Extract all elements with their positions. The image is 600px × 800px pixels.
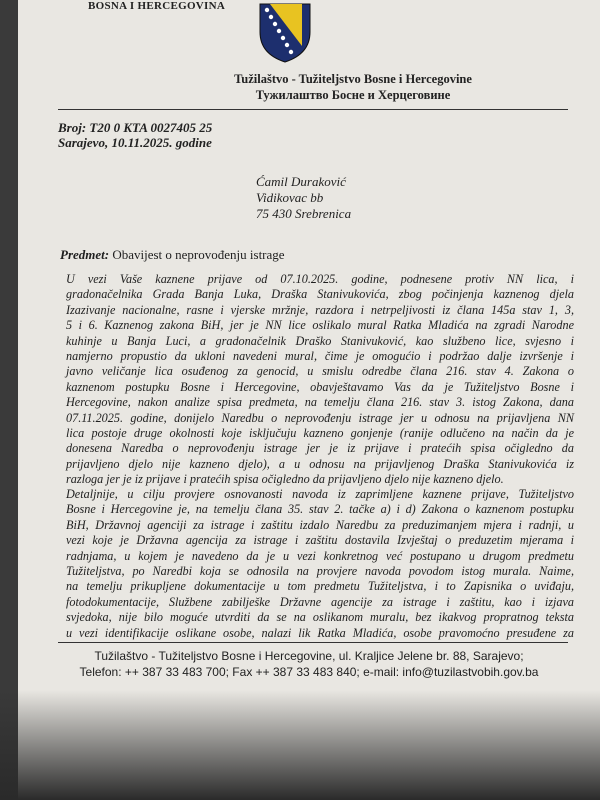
text-line: kaznenom postupku Bosne i Hercegovine, obavještavamo Vas da je Tužiteljstvo Bosne i (66, 379, 574, 394)
text-line: Tužiteljstva, po Naredbi koja se odnosila na provjere navoda povodom istog murala. Naime, (66, 564, 574, 579)
office-name-cyrillic: Тужилаштво Босне и Херцеговине (255, 88, 451, 102)
place-date: Sarajevo, 10.11.2025. godine (58, 135, 212, 150)
text-line: donesena Naredba o neprovođenju istrage jer je iz prijave i pratećih spisa očigledno da (66, 441, 574, 456)
text-line: javno veličanje lica osuđenog za genocid, u smislu odredbe člana 216. stav 4. Zakona o (66, 364, 574, 379)
text-line: Detaljnije, u cilju provjere osnovanosti navoda iz zaprimljene kaznene prijave, Tužiteljstvo (66, 487, 574, 501)
text-line: u vezi identifikacije oslikane osobe, nalazi lik Ratka Mladića, osobe pravomoćno presuđene za (66, 625, 574, 640)
text-line: Bosne i Hercegovine je, na temelju člana 35. stav 2. tačke a) i d) Zakona o kaznenom postupku (66, 502, 574, 517)
recipient-street: Vidikovac bb (256, 190, 324, 205)
header-divider (58, 109, 568, 110)
text-line: fotodokumentacije, Službene zabilješke Državne agencije za istrage i zaštitu, kao i izjava (66, 594, 574, 609)
recipient-city: 75 430 Srebrenica (256, 206, 352, 221)
footer-contact: Telefon: ++ 387 33 483 700; Fax ++ 387 33 483 840; e-mail: info@tuzilastvobih.gov.ba (79, 665, 539, 679)
text-line: Hercegovine, nakon analize spisa predmeta, na temelju člana 216. stav 3. istog Zakona, dana (66, 395, 574, 410)
background-shadow (0, 690, 600, 800)
text-line: radnjama, u kojem je navedeno da je u vezi konkretnog već postupano u drugom predmetu (66, 548, 574, 563)
text-line: razloga jer je iz prijave i pratećih spisa očigledno da prijavljeno djelo nije kazneno djelo. (66, 472, 504, 487)
text-line: svjedoka, nije bilo moguće utvrditi da se na oslikanom muralu, bez ikakvog propratnog teksta (66, 610, 574, 625)
text-line: prijavljeno djelo nije kazneno djelo), a u odnosu na prijavljenog Draška Stanivukovića iz (66, 456, 574, 471)
reference-number: Broj: T20 0 KTA 0027405 25 (58, 120, 213, 135)
subject-text: Obavijest o neprovođenju istrage (112, 247, 285, 262)
footer-address: Tužilaštvo - Tužiteljstvo Bosne i Hercegovine, ul. Kraljice Jelene br. 88, Sarajevo; (94, 649, 524, 663)
text-line: 07.11.2025. godine, donijelo Naredbu o neprovođenju istrage jer u odnosu na prijavljena NN (66, 410, 574, 425)
text-line: namjerno propustio da ukloni navedeni mural, čime je omogućio i podržao dalje izvršenje i (66, 349, 574, 364)
subject-label: Predmet: (60, 247, 110, 262)
text-line: BiH, Državnoj agenciji za istrage i zaštitu izdalo Naredbu za preduzimanjem mjera i radnji, u (66, 517, 574, 532)
text-line: kuhinje u Banja Luci, a gradonačelnik Draško Stanivuković, kao službeno lice, svjesno i (66, 333, 574, 348)
text-line: na temelju prikupljene dokumentacije u tom predmetu Tužiteljstva, i to Zapisnika o uviđaju, (66, 579, 574, 594)
paragraph-details (66, 487, 574, 641)
text-line: 5 i 6. Kaznenog zakona BiH, jer je NN lice oslikalo mural Ratka Mladića na zgradi Narodne (66, 318, 574, 333)
text-line: gradonačelnika Grada Banja Luka, Draška Stanivukovića, zbog počinjenja kaznenog djela (66, 287, 574, 302)
letter-page (18, 0, 600, 800)
coat-of-arms-icon (256, 2, 314, 64)
office-name-latin: Tužilaštvo - Tužiteljstvo Bosne i Hercegovine (234, 72, 472, 86)
footer-divider (58, 642, 568, 643)
text-line: vezi koje je Državna agencija za istrage i zaštitu dostavila Izvještaj o preduzetim mjerama i (66, 533, 574, 548)
paragraph-notice (66, 272, 574, 488)
text-line: lica postoje druge okolnosti koje isključuju kazneno gonjenje (ranije odlučeno na način da je (66, 426, 574, 441)
subject-line (60, 247, 285, 263)
text-line: Izazivanje nacionalne, rasne i vjerske mržnje, razdora i netrpeljivosti iz člana 145a stav 1, 3, (66, 302, 574, 317)
recipient-name: Ćamil Duraković (256, 174, 346, 189)
country-name: BOSNA I HERCEGOVINA (88, 0, 226, 12)
text-line: U vezi Vaše kaznene prijave od 07.10.2025. godine, podnesene protiv NN lica, i (66, 272, 574, 286)
